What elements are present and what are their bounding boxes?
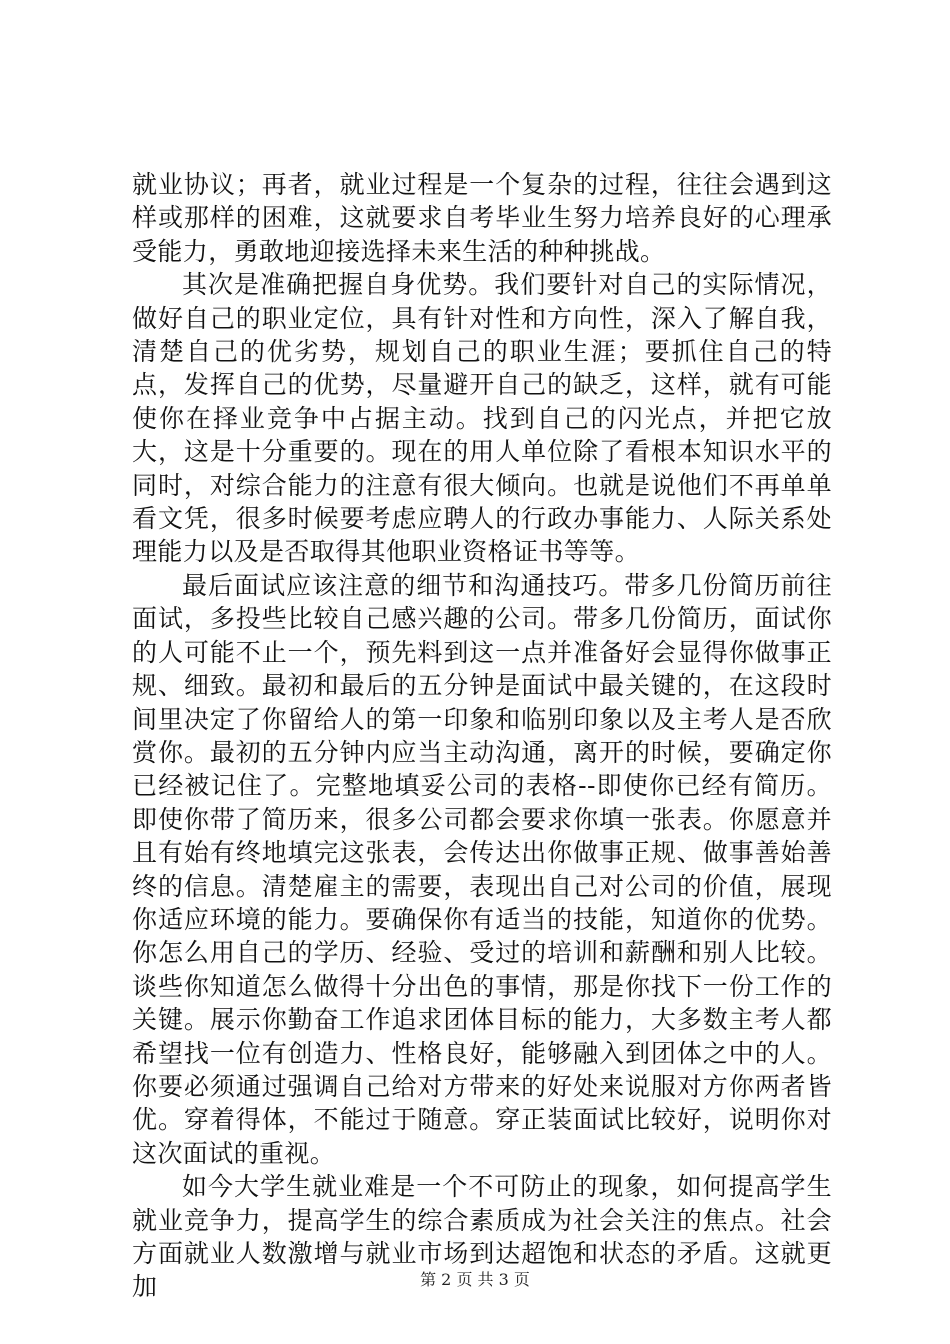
page-number-footer: 第 2 页 共 3 页 bbox=[420, 1270, 530, 1289]
paragraph-1: 就业协议；再者，就业过程是一个复杂的过程，往往会遇到这样或那样的困难，这就要求自考毕业生努力培养良好的心理承受能力，勇敢地迎接选择未来生活的种种挑战。 bbox=[132, 170, 832, 266]
paragraph-2: 其次是准确把握自身优势。我们要针对自己的实际情况，做好自己的职业定位，具有针对性和方向性，深入了解自我，清楚自己的优劣势，规划自己的职业生涯；要抓住自己的特点，发挥自己的优势，尽量避开自己的缺乏，这样，就有可能使你在择业竞争中占据主动。找到自己的闪光点，并把它放大，这是十分重要的。现在的用人单位除了看根本知识水平的同时，对综合能力的注意有很大倾向。也就是说他们不再单单看文凭，很多时候要考虑应聘人的行政办事能力、人际关系处理能力以及是否取得其他职业资格证书等等。 bbox=[132, 270, 832, 567]
body-text bbox=[132, 168, 832, 1304]
paragraph-4: 如今大学生就业难是一个不可防止的现象，如何提高学生就业竞争力，提高学生的综合素质成为社会关注的焦点。社会方面就业人数激增与就业市场到达超饱和状态的矛盾。这就更加 bbox=[132, 1172, 832, 1302]
paragraph-3: 最后面试应该注意的细节和沟通技巧。带多几份简历前往面试，多投些比较自己感兴趣的公司。带多几份简历，面试你的人可能不止一个，预先料到这一点并准备好会显得你做事正规、细致。最初和最后的五分钟是面试中最关键的，在这段时间里决定了你留给人的第一印象和临别印象以及主考人是否欣赏你。最初的五分钟内应当主动沟通，离开的时候，要确定你已经被记住了。完整地填妥公司的表格--即使你已经有简历。即使你带了简历来，很多公司都会要求你填一张表。你愿意并且有始有终地填完这张表，会传达出你做事正规、做事善始善终的信息。清楚雇主的需要，表现出自己对公司的价值，展现你适应环境的能力。要确保你有适当的技能，知道你的优势。你怎么用自己的学历、经验、受过的培训和薪酬和别人比较。谈些你知道怎么做得十分出色的事情，那是你找下一份工作的关键。展示你勤奋工作追求团体目标的能力，大多数主考人都希望找一位有创造力、性格良好，能够融入到团体之中的人。你要必须通过强调自己给对方带来的好处来说服对方你两者皆优。穿着得体，不能过于随意。穿正装面试比较好，说明你对这次面试的重视。 bbox=[132, 570, 832, 1168]
